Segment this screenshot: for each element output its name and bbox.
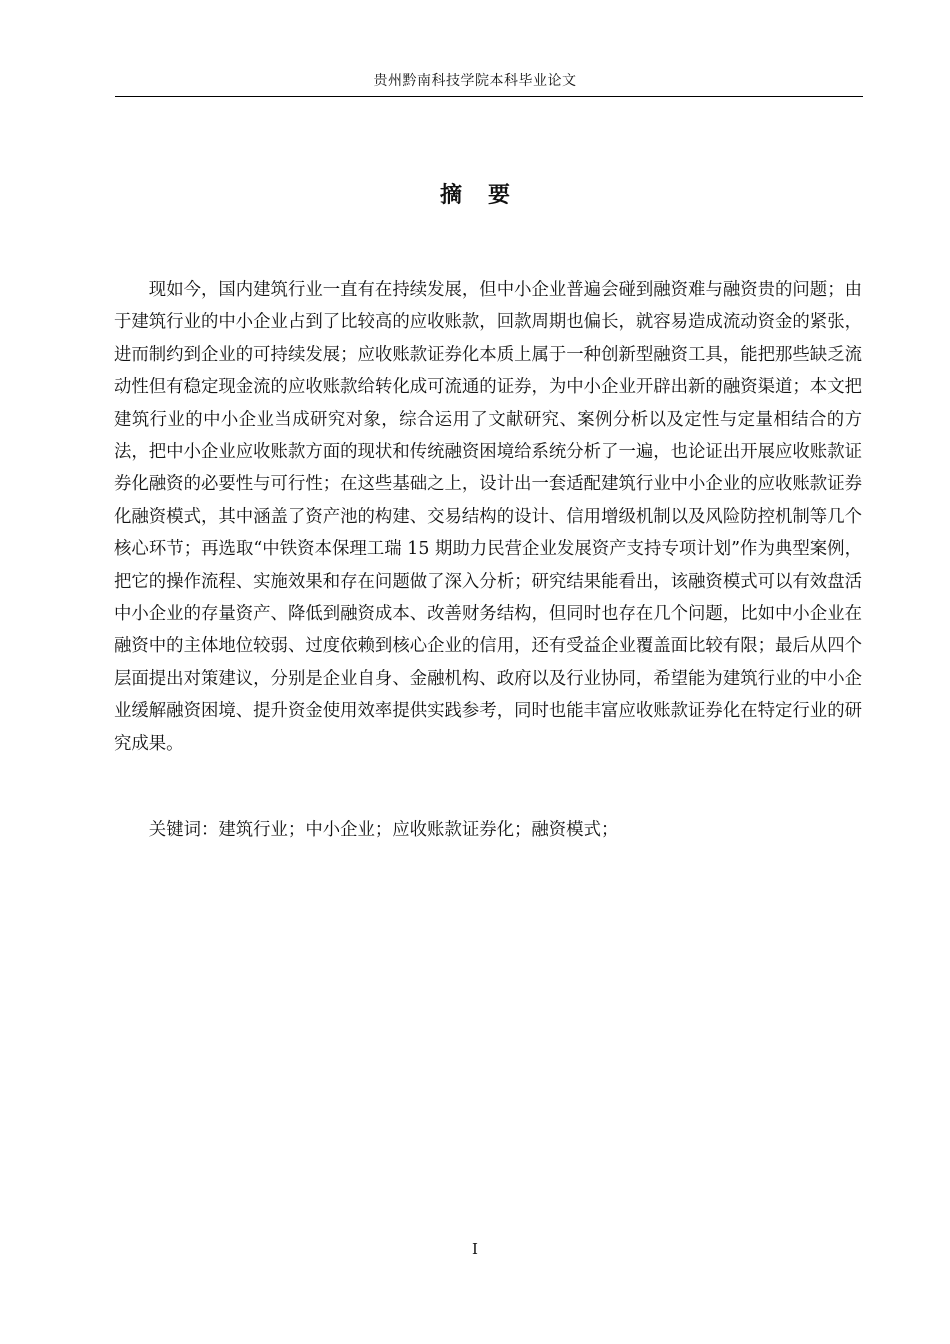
abstract-body: 现如今，国内建筑行业一直有在持续发展，但中小企业普遍会碰到融资难与融资贵的问题；由于建筑行业的中小企业占到了比较高的应收账款，回款周期也偏长，就容易造成流动资金的紧张，进而制约到企业的可持续发展；应收账款证券化本质上属于一种创新型融资工具，能把那些缺乏流动性但有稳定现金流的应收账款给转化成可流通的证券，为中小企业开辟出新的融资渠道；本文把建筑行业的中小企业当成研究对象，综合运用了文献研究、案例分析以及定性与定量相结合的方法，把中小企业应收账款方面的现状和传统融资困境给系统分析了一遍，也论证出开展应收账款证券化融资的必要性与可行性；在这些基础之上，设计出一套适配建筑行业中小企业的应收账款证券化融资模式，其中涵盖了资产池的构建、交易结构的设计、信用增级机制以及风险防控机制等几个核心环节；再选取“中铁资本保理工瑞 15 期助力民营企业发展资产支持专项计划”作为典型案例，把它的操作流程、实施效果和存在问题做了深入分析；研究结果能看出，该融资模式可以有效盘活中小企业的存量资产、降低到融资成本、改善财务结构，但同时也存在几个问题，比如中小企业在融资中的主体地位较弱、过度依赖到核心企业的信用，还有受益企业覆盖面比较有限；最后从四个层面提出对策建议，分别是企业自身、金融机构、政府以及行业协同，希望能为建筑行业的中小企业缓解融资困境、提升资金使用效率提供实践参考，同时也能丰富应收账款证券化在特定行业的研究成果。 [114,280,862,754]
running-header: 贵州黔南科技学院本科毕业论文 [373,73,577,89]
page-number: I [472,1240,478,1258]
keywords: 关键词：建筑行业；中小企业；应收账款证券化；融资模式； [148,820,619,840]
header-rule [115,96,863,97]
abstract-title-char-2: 要 [488,182,511,208]
abstract-title-char-1: 摘 [439,182,462,208]
abstract-title [0,178,950,209]
